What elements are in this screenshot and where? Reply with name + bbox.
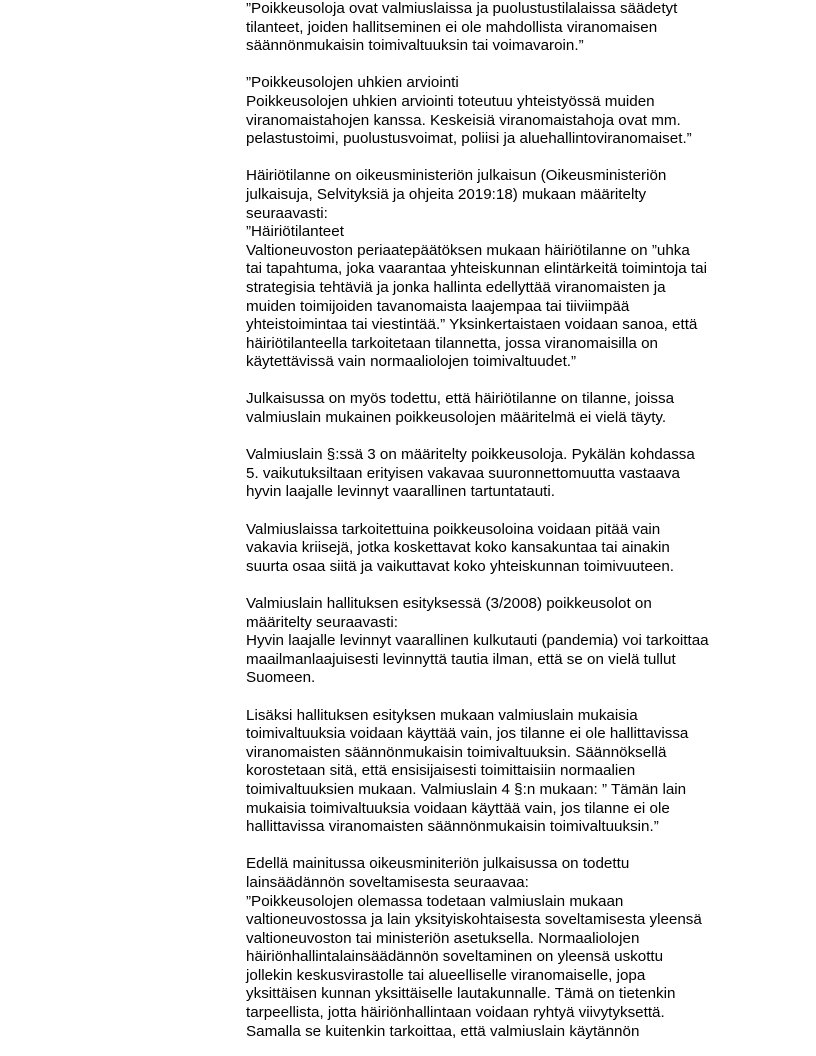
text-line: suurta osaa siitä ja vaikuttavat koko yhteiskunnan toimivuuteen.	[246, 557, 675, 575]
text-line: häiriötilanteella tarkoitetaan tilannetta, jossa viranomaisilla on	[246, 334, 658, 352]
paragraph	[246, 0, 806, 56]
document-body	[246, 0, 806, 1041]
text-line: Valmiuslain §:ssä 3 on määritelty poikkeusoloja. Pykälän kohdassa	[246, 446, 695, 464]
paragraph	[246, 74, 806, 148]
text-line: määritelty seuraavasti:	[246, 613, 398, 631]
text-line: korostetaan sitä, että ensisijaisesti toimittaisiin normaalien	[246, 762, 636, 780]
paragraph-gap	[246, 837, 806, 856]
text-line: valmiuslain mukainen poikkeusolojen määritelmä ei vielä täyty.	[246, 409, 667, 427]
text-line: valtioneuvostossa ja lain yksityiskohtaisesta soveltamisesta yleensä	[246, 911, 702, 929]
paragraph	[246, 521, 806, 577]
text-line: Julkaisussa on myös todettu, että häiriötilanne on tilanne, joissa	[246, 390, 675, 408]
text-line: Hyvin laajalle levinnyt vaarallinen kulkutauti (pandemia) voi tarkoittaa	[246, 632, 709, 650]
text-line: Edellä mainitussa oikeusminiteriön julkaisussa on todettu	[246, 855, 630, 873]
paragraph	[246, 446, 806, 502]
text-line: maailmanlaajuisesti levinnyttä tautia ilman, että se on vielä tullut	[246, 650, 676, 668]
text-line: pelastustoimi, puolustusvoimat, poliisi ja aluehallintoviranomaiset.”	[246, 130, 692, 148]
text-line: toimivaltuuksia voidaan käyttää vain, jos tilanne ei ole hallittavissa	[246, 725, 689, 743]
text-line: viranomaistahojen kanssa. Keskeisiä viranomaistahoja ovat mm.	[246, 111, 681, 129]
text-line: viranomaisten säännönmukaisin toimivaltuuksin. Säännöksellä	[246, 743, 667, 761]
paragraph	[246, 167, 806, 372]
text-line: Samalla se kuitenkin tarkoittaa, että valmiuslain käytännön	[246, 1022, 640, 1040]
text-line: säännönmukaisin toimivaltuuksin tai voimavaroin.”	[246, 37, 584, 55]
text-line: Suomeen.	[246, 669, 316, 687]
text-line: julkaisuja, Selvityksiä ja ohjeita 2019:18) mukaan määritelty	[246, 185, 647, 203]
text-line: Poikkeusolojen uhkien arviointi toteutuu yhteistyössä muiden	[246, 92, 655, 110]
text-line: ”Poikkeusolojen uhkien arviointi	[246, 74, 459, 92]
paragraph	[246, 595, 806, 688]
paragraph	[246, 707, 806, 837]
text-line: muiden toimijoiden tavanomaista laajempaa tai tiiviimpää	[246, 297, 630, 315]
text-line: toimivaltuuksien mukaan. Valmiuslain 4 §:n mukaan: ” Tämän lain	[246, 780, 687, 798]
paragraph-gap	[246, 502, 806, 521]
text-line: ”Häiriötilanteet	[246, 223, 344, 241]
paragraph-gap	[246, 372, 806, 391]
text-line: Valtioneuvoston periaatepäätöksen mukaan häiriötilanne on ”uhka	[246, 241, 690, 259]
text-line: vakavia kriisejä, jotka koskettavat koko kansakuntaa tai ainakin	[246, 539, 670, 557]
text-line: jollekin keskusvirastolle tai alueelliselle viranomaiselle, jopa	[246, 966, 646, 984]
paragraph	[246, 855, 806, 1041]
text-line: yksittäisen kunnan yksittäiselle lautakunnalle. Tämä on tietenkin	[246, 985, 676, 1003]
text-line: hallittavissa viranomaisten säännönmukaisin toimivaltuuksin.”	[246, 818, 659, 836]
paragraph-gap	[246, 576, 806, 595]
text-line: 5. vaikutuksiltaan erityisen vakavaa suuronnettomuutta vastaava	[246, 464, 680, 482]
paragraph	[246, 390, 806, 427]
text-line: strategisia tehtäviä ja jonka hallinta edellyttää viranomaisten ja	[246, 278, 666, 296]
text-line: ”Poikkeusoloja ovat valmiuslaissa ja puolustustilalaissa säädetyt	[246, 0, 678, 17]
text-line: mukaisia toimivaltuuksia voidaan käyttää vain, jos tilanne ei ole	[246, 799, 670, 817]
text-line: Häiriötilanne on oikeusministeriön julkaisun (Oikeusministeriön	[246, 167, 667, 185]
text-line: Valmiuslain hallituksen esityksessä (3/2008) poikkeusolot on	[246, 595, 652, 612]
text-line: yhteistoimintaa tai viestintää.” Yksinkertaistaen voidaan sanoa, että	[246, 316, 698, 334]
text-line: seuraavasti:	[246, 204, 328, 222]
paragraph-gap	[246, 428, 806, 447]
text-line: tai tapahtuma, joka vaarantaa yhteiskunnan elintärkeitä toimintoja tai	[246, 260, 707, 278]
text-line: tarpeellista, jotta häiriönhallintaan voidaan ryhtyä viivytyksettä.	[246, 1004, 665, 1022]
text-line: Lisäksi hallituksen esityksen mukaan valmiuslain mukaisia	[246, 706, 638, 724]
text-line: käytettävissä vain normaaliolojen toimivaltuudet.”	[246, 353, 577, 371]
text-line: valtioneuvoston tai ministeriön asetuksella. Normaaliolojen	[246, 929, 640, 947]
text-line: ”Poikkeusolojen olemassa todetaan valmiuslain mukaan	[246, 892, 624, 910]
text-line: häiriönhallintalainsäädännön soveltaminen on yleensä uskottu	[246, 948, 664, 966]
paragraph-gap	[246, 149, 806, 168]
paragraph-gap	[246, 688, 806, 707]
paragraph-gap	[246, 56, 806, 75]
text-line: lainsäädännön soveltamisesta seuraavaa:	[246, 873, 529, 891]
text-line: Valmiuslaissa tarkoitettuina poikkeusoloina voidaan pitää vain	[246, 520, 661, 538]
text-line: hyvin laajalle levinnyt vaarallinen tartuntatauti.	[246, 483, 555, 501]
text-line: tilanteet, joiden hallitseminen ei ole mahdollista viranomaisen	[246, 18, 658, 36]
